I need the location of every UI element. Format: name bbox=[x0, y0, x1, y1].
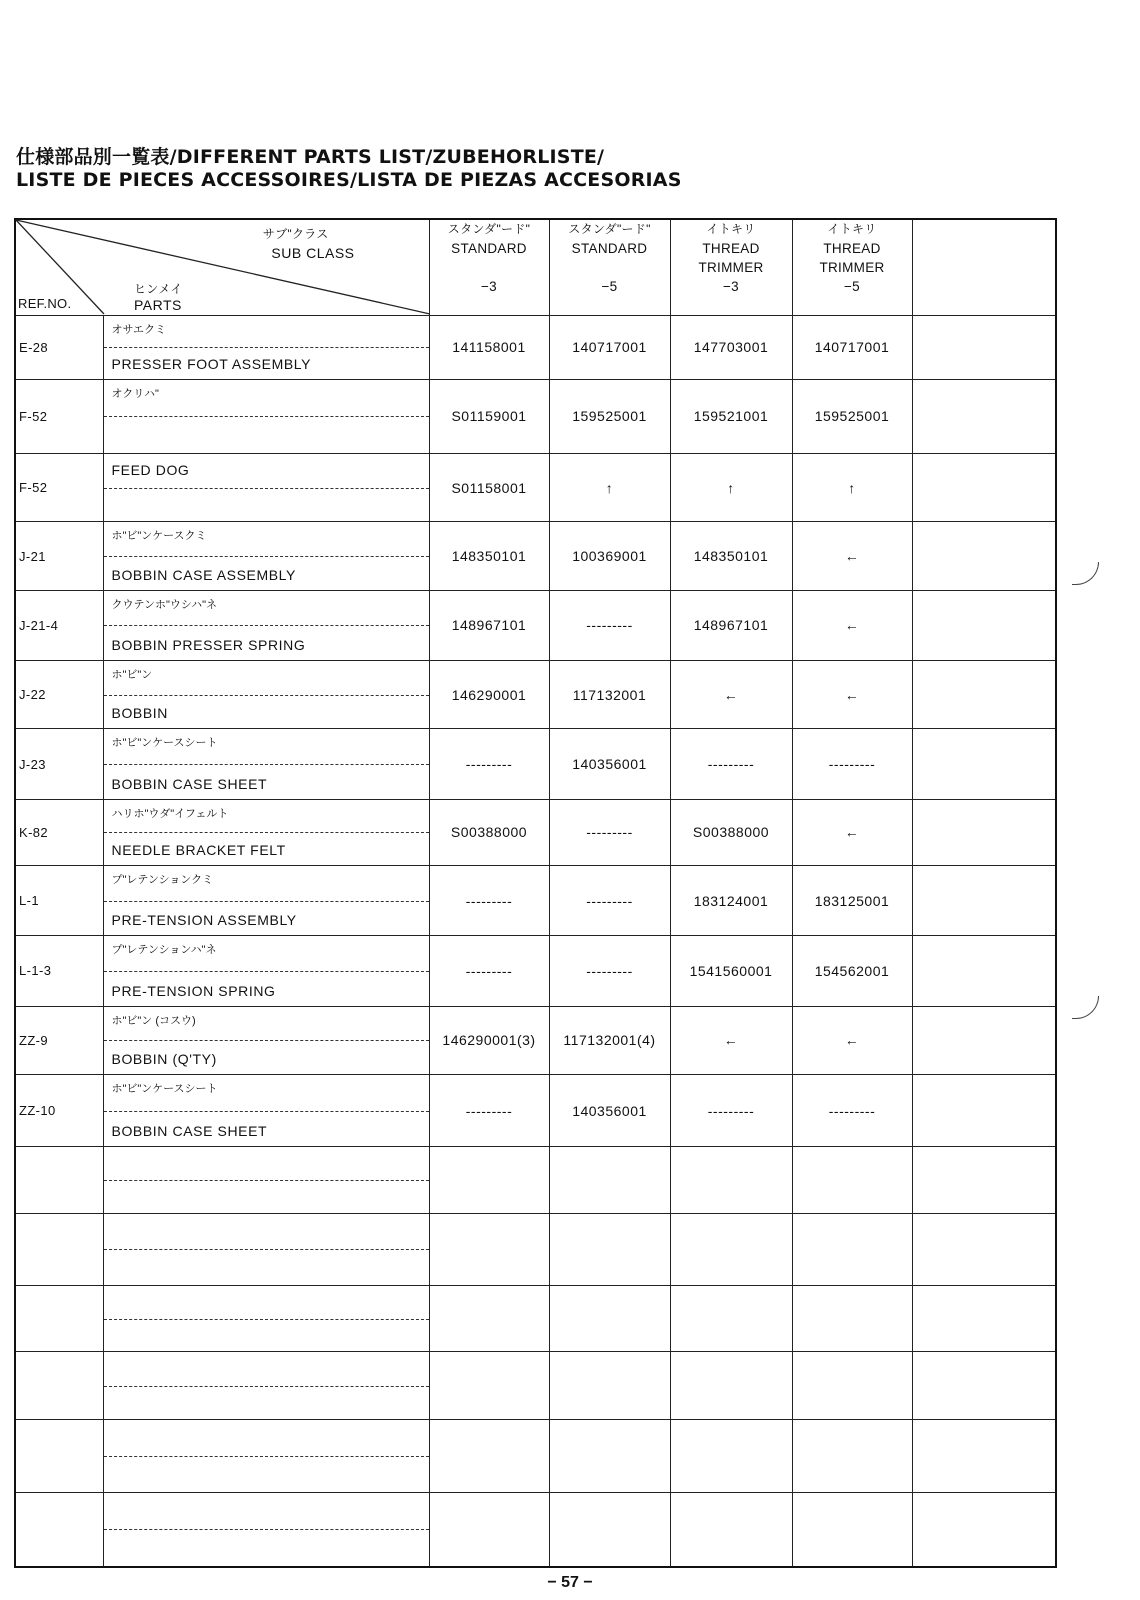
ref-no-label: REF.NO. bbox=[18, 295, 72, 311]
part-number-cell bbox=[912, 661, 1056, 729]
ref-no-cell: J-23 bbox=[15, 729, 103, 799]
column-header-suffix: −5 bbox=[844, 279, 860, 294]
column-header-suffix: −5 bbox=[601, 279, 618, 294]
dashed-separator bbox=[104, 1180, 429, 1181]
sub-class-label: SUB CLASS bbox=[271, 245, 355, 261]
part-name-ja: FEED DOG bbox=[111, 462, 190, 479]
part-number-cell: --------- bbox=[429, 729, 549, 799]
part-number-cell: ← bbox=[670, 1006, 792, 1074]
part-name-en: BOBBIN (Q'TY) bbox=[111, 1050, 217, 1067]
column-header-suffix: −3 bbox=[481, 279, 497, 294]
part-number-cell: ← bbox=[792, 799, 912, 865]
column-header-en2: TRIMMER bbox=[819, 260, 885, 275]
part-name-cell bbox=[103, 865, 429, 935]
dashed-separator bbox=[104, 695, 429, 696]
ref-no-cell bbox=[15, 1147, 103, 1213]
part-number-cell: ← bbox=[792, 1006, 912, 1074]
part-name-cell bbox=[103, 1420, 429, 1492]
sub-class-ja-label: サブ"クラス bbox=[262, 227, 329, 241]
part-number-cell: 148350101 bbox=[429, 522, 549, 590]
dashed-separator bbox=[104, 1386, 429, 1387]
part-number-cell bbox=[912, 379, 1056, 453]
part-number-cell bbox=[912, 1213, 1056, 1285]
part-number-cell: 183124001 bbox=[670, 865, 792, 935]
part-name-cell bbox=[103, 936, 429, 1006]
part-name-cell bbox=[103, 1352, 429, 1420]
part-number-cell bbox=[912, 1074, 1056, 1146]
title-line-1: 仕様部品別一覧表/DIFFERENT PARTS LIST/ZUBEHORLISTE/ bbox=[16, 146, 605, 168]
table-row bbox=[15, 1492, 1056, 1567]
table-row bbox=[15, 1285, 1056, 1351]
column-header-en: STANDARD bbox=[451, 241, 527, 256]
part-number-cell: 159525001 bbox=[549, 379, 670, 453]
page-title bbox=[16, 146, 1016, 192]
part-number-cell: 140356001 bbox=[549, 1074, 670, 1146]
part-number-cell bbox=[670, 1285, 792, 1351]
table-row bbox=[15, 661, 1056, 729]
part-number-cell bbox=[912, 1352, 1056, 1420]
part-name-cell bbox=[103, 315, 429, 379]
parts-label: PARTS bbox=[134, 297, 182, 313]
part-number-cell bbox=[549, 1147, 670, 1213]
part-name-cell bbox=[103, 1074, 429, 1146]
part-number-cell: 146290001(3) bbox=[429, 1006, 549, 1074]
part-number-cell bbox=[912, 1492, 1056, 1567]
part-number-cell bbox=[549, 1213, 670, 1285]
parts-table bbox=[14, 218, 1057, 1568]
column-header-ja: イトキリ bbox=[827, 222, 877, 236]
ref-no-cell: F-52 bbox=[15, 379, 103, 453]
part-number-cell bbox=[549, 1492, 670, 1567]
part-number-cell bbox=[670, 1147, 792, 1213]
title-line-2: LISTE DE PIECES ACCESSOIRES/LISTA DE PIEZAS ACCESORIAS bbox=[16, 169, 682, 191]
table-row bbox=[15, 379, 1056, 453]
part-number-cell: S00388000 bbox=[429, 799, 549, 865]
part-number-cell bbox=[912, 729, 1056, 799]
part-number-cell: 147703001 bbox=[670, 315, 792, 379]
column-header-suffix: −3 bbox=[723, 279, 739, 294]
dashed-separator bbox=[104, 625, 429, 626]
part-name-ja: ホ"ビ"ンケースシート bbox=[111, 737, 218, 750]
part-number-cell: 117132001(4) bbox=[549, 1006, 670, 1074]
part-number-cell bbox=[912, 865, 1056, 935]
binding-mark bbox=[1072, 562, 1099, 585]
part-number-cell: --------- bbox=[670, 1074, 792, 1146]
page-number: − 57 − bbox=[547, 1574, 593, 1591]
dashed-separator bbox=[104, 1111, 429, 1112]
part-number-cell: 148967101 bbox=[670, 590, 792, 660]
part-number-cell bbox=[429, 1147, 549, 1213]
part-number-cell bbox=[912, 1420, 1056, 1492]
ref-no-cell: F-52 bbox=[15, 454, 103, 522]
column-header-en: STANDARD bbox=[571, 241, 648, 256]
part-number-cell bbox=[549, 1285, 670, 1351]
part-number-cell bbox=[912, 1285, 1056, 1351]
part-number-cell: --------- bbox=[792, 729, 912, 799]
ref-no-cell bbox=[15, 1285, 103, 1351]
part-name-ja: ホ"ビ"ンケースクミ bbox=[111, 530, 207, 543]
part-name-en: BOBBIN CASE ASSEMBLY bbox=[111, 566, 296, 583]
column-header-thread-trimmer-5 bbox=[792, 219, 912, 315]
part-number-cell: ↑ bbox=[670, 454, 792, 522]
part-number-cell: 183125001 bbox=[792, 865, 912, 935]
part-number-cell bbox=[792, 1492, 912, 1567]
header-corner-cell bbox=[15, 219, 429, 315]
part-name-en: BOBBIN CASE SHEET bbox=[111, 775, 268, 792]
table-row bbox=[15, 799, 1056, 865]
ref-no-cell bbox=[15, 1492, 103, 1567]
column-header-ja: イトキリ bbox=[706, 222, 756, 236]
part-name-cell bbox=[103, 1006, 429, 1074]
part-name-cell bbox=[103, 661, 429, 729]
part-number-cell: --------- bbox=[549, 865, 670, 935]
table-row bbox=[15, 1213, 1056, 1285]
part-name-ja: ホ"ビ"ン bbox=[111, 669, 153, 682]
part-number-cell: S01159001 bbox=[429, 379, 549, 453]
part-name-en: PRESSER FOOT ASSEMBLY bbox=[111, 355, 312, 372]
table-row bbox=[15, 936, 1056, 1006]
table-row bbox=[15, 1147, 1056, 1213]
dashed-separator bbox=[104, 347, 429, 348]
part-number-cell bbox=[912, 1147, 1056, 1213]
part-number-cell bbox=[670, 1213, 792, 1285]
table-row bbox=[15, 1006, 1056, 1074]
part-number-cell bbox=[912, 1006, 1056, 1074]
part-number-cell: --------- bbox=[549, 799, 670, 865]
part-number-cell bbox=[792, 1147, 912, 1213]
ref-no-cell: ZZ-10 bbox=[15, 1074, 103, 1146]
part-number-cell bbox=[429, 1285, 549, 1351]
part-name-ja: ホ"ビ"ン (コスウ) bbox=[111, 1014, 196, 1027]
column-header-thread-trimmer-3 bbox=[670, 219, 792, 315]
part-name-ja: オサエクミ bbox=[111, 323, 167, 336]
dashed-separator bbox=[104, 1040, 429, 1041]
dashed-separator bbox=[104, 1249, 429, 1250]
part-name-en: PRE-TENSION ASSEMBLY bbox=[111, 912, 297, 929]
part-number-cell bbox=[670, 1420, 792, 1492]
part-name-ja: プ"レテンションハ"ネ bbox=[111, 944, 217, 957]
part-name-cell bbox=[103, 1147, 429, 1213]
part-number-cell bbox=[429, 1213, 549, 1285]
part-number-cell bbox=[670, 1352, 792, 1420]
part-name-en: PRE-TENSION SPRING bbox=[111, 982, 276, 999]
part-name-ja: オクリハ" bbox=[111, 387, 159, 400]
part-number-cell: --------- bbox=[792, 1074, 912, 1146]
part-number-cell bbox=[912, 936, 1056, 1006]
column-header-blank bbox=[912, 219, 1056, 315]
part-number-cell: 159521001 bbox=[670, 379, 792, 453]
part-name-cell bbox=[103, 799, 429, 865]
part-number-cell: 1541560001 bbox=[670, 936, 792, 1006]
part-name-ja: ホ"ビ"ンケースシート bbox=[111, 1082, 218, 1095]
part-number-cell: 154562001 bbox=[792, 936, 912, 1006]
ref-no-cell bbox=[15, 1352, 103, 1420]
column-header-en2 bbox=[430, 258, 549, 277]
part-name-en: BOBBIN PRESSER SPRING bbox=[111, 637, 306, 654]
part-number-cell: ↑ bbox=[792, 454, 912, 522]
part-number-cell: S01158001 bbox=[429, 454, 549, 522]
part-number-cell: ↑ bbox=[549, 454, 670, 522]
part-number-cell: ← bbox=[792, 661, 912, 729]
column-header-ja: スタンダ"ード" bbox=[447, 222, 531, 236]
part-number-cell: 140356001 bbox=[549, 729, 670, 799]
part-number-cell: --------- bbox=[429, 865, 549, 935]
ref-no-cell: J-22 bbox=[15, 661, 103, 729]
dashed-separator bbox=[104, 488, 429, 489]
part-number-cell bbox=[912, 315, 1056, 379]
part-number-cell bbox=[912, 454, 1056, 522]
ref-no-cell: K-82 bbox=[15, 799, 103, 865]
part-number-cell bbox=[912, 590, 1056, 660]
column-header-en2: TRIMMER bbox=[698, 260, 764, 275]
table-row bbox=[15, 729, 1056, 799]
part-number-cell bbox=[429, 1492, 549, 1567]
part-number-cell bbox=[429, 1420, 549, 1492]
part-name-en: BOBBIN bbox=[111, 705, 169, 722]
part-number-cell: ← bbox=[792, 522, 912, 590]
column-header-standard-5 bbox=[549, 219, 670, 315]
header-row bbox=[15, 219, 1056, 315]
part-number-cell: --------- bbox=[670, 729, 792, 799]
part-number-cell: --------- bbox=[429, 936, 549, 1006]
parts-table-body bbox=[15, 315, 1056, 1567]
part-name-cell bbox=[103, 1285, 429, 1351]
table-row bbox=[15, 865, 1056, 935]
column-header-en: THREAD bbox=[823, 241, 881, 256]
part-number-cell: 140717001 bbox=[549, 315, 670, 379]
dashed-separator bbox=[104, 556, 429, 557]
table-row bbox=[15, 1420, 1056, 1492]
dashed-separator bbox=[104, 1456, 429, 1457]
ref-no-cell: J-21 bbox=[15, 522, 103, 590]
ref-no-cell bbox=[15, 1420, 103, 1492]
part-number-cell: 141158001 bbox=[429, 315, 549, 379]
part-number-cell bbox=[670, 1492, 792, 1567]
parts-ja-label: ヒンメイ bbox=[134, 282, 183, 296]
part-number-cell: 140717001 bbox=[792, 315, 912, 379]
part-number-cell bbox=[912, 799, 1056, 865]
part-number-cell bbox=[792, 1420, 912, 1492]
part-name-cell bbox=[103, 454, 429, 522]
part-name-en: NEEDLE BRACKET FELT bbox=[111, 841, 286, 858]
part-number-cell bbox=[549, 1420, 670, 1492]
part-name-cell bbox=[103, 1492, 429, 1567]
dashed-separator bbox=[104, 416, 429, 417]
part-number-cell: 148967101 bbox=[429, 590, 549, 660]
table-row bbox=[15, 522, 1056, 590]
part-number-cell bbox=[792, 1213, 912, 1285]
part-number-cell: --------- bbox=[549, 936, 670, 1006]
dashed-separator bbox=[104, 1319, 429, 1320]
part-number-cell: 100369001 bbox=[549, 522, 670, 590]
part-name-cell bbox=[103, 590, 429, 660]
part-number-cell: --------- bbox=[429, 1074, 549, 1146]
table-row bbox=[15, 1074, 1056, 1146]
part-name-ja: クウテンホ"ウシハ"ネ bbox=[111, 598, 217, 611]
table-row bbox=[15, 454, 1056, 522]
ref-no-cell: L-1-3 bbox=[15, 936, 103, 1006]
part-name-cell bbox=[103, 379, 429, 453]
binding-mark bbox=[1072, 996, 1099, 1019]
column-header-en: THREAD bbox=[702, 241, 760, 256]
part-number-cell bbox=[429, 1352, 549, 1420]
part-name-cell bbox=[103, 1213, 429, 1285]
column-header-standard-3 bbox=[429, 219, 549, 315]
table-row bbox=[15, 1352, 1056, 1420]
dashed-separator bbox=[104, 901, 429, 902]
dashed-separator bbox=[104, 764, 429, 765]
table-row bbox=[15, 590, 1056, 660]
part-number-cell: S00388000 bbox=[670, 799, 792, 865]
part-name-ja: ハリホ"ウダ"イフェルト bbox=[111, 807, 229, 820]
dashed-separator bbox=[104, 971, 429, 972]
part-number-cell: 146290001 bbox=[429, 661, 549, 729]
part-name-en: BOBBIN CASE SHEET bbox=[111, 1123, 268, 1140]
ref-no-cell bbox=[15, 1213, 103, 1285]
corner-diagonal-lines bbox=[16, 220, 430, 316]
column-header-ja: スタンダ"ード" bbox=[568, 222, 651, 236]
part-number-cell bbox=[549, 1352, 670, 1420]
part-number-cell bbox=[912, 522, 1056, 590]
part-name-cell bbox=[103, 729, 429, 799]
table-row bbox=[15, 315, 1056, 379]
part-number-cell: 117132001 bbox=[549, 661, 670, 729]
ref-no-cell: E-28 bbox=[15, 315, 103, 379]
part-name-cell bbox=[103, 522, 429, 590]
ref-no-cell: ZZ-9 bbox=[15, 1006, 103, 1074]
part-name-ja: プ"レテンションクミ bbox=[111, 873, 214, 886]
part-number-cell bbox=[792, 1352, 912, 1420]
column-header-en2 bbox=[550, 258, 670, 277]
part-number-cell: ← bbox=[670, 661, 792, 729]
part-number-cell bbox=[792, 1285, 912, 1351]
part-number-cell: ← bbox=[792, 590, 912, 660]
part-number-cell: --------- bbox=[549, 590, 670, 660]
part-number-cell: 148350101 bbox=[670, 522, 792, 590]
part-number-cell: 159525001 bbox=[792, 379, 912, 453]
dashed-separator bbox=[104, 1529, 429, 1530]
ref-no-cell: J-21-4 bbox=[15, 590, 103, 660]
ref-no-cell: L-1 bbox=[15, 865, 103, 935]
dashed-separator bbox=[104, 832, 429, 833]
